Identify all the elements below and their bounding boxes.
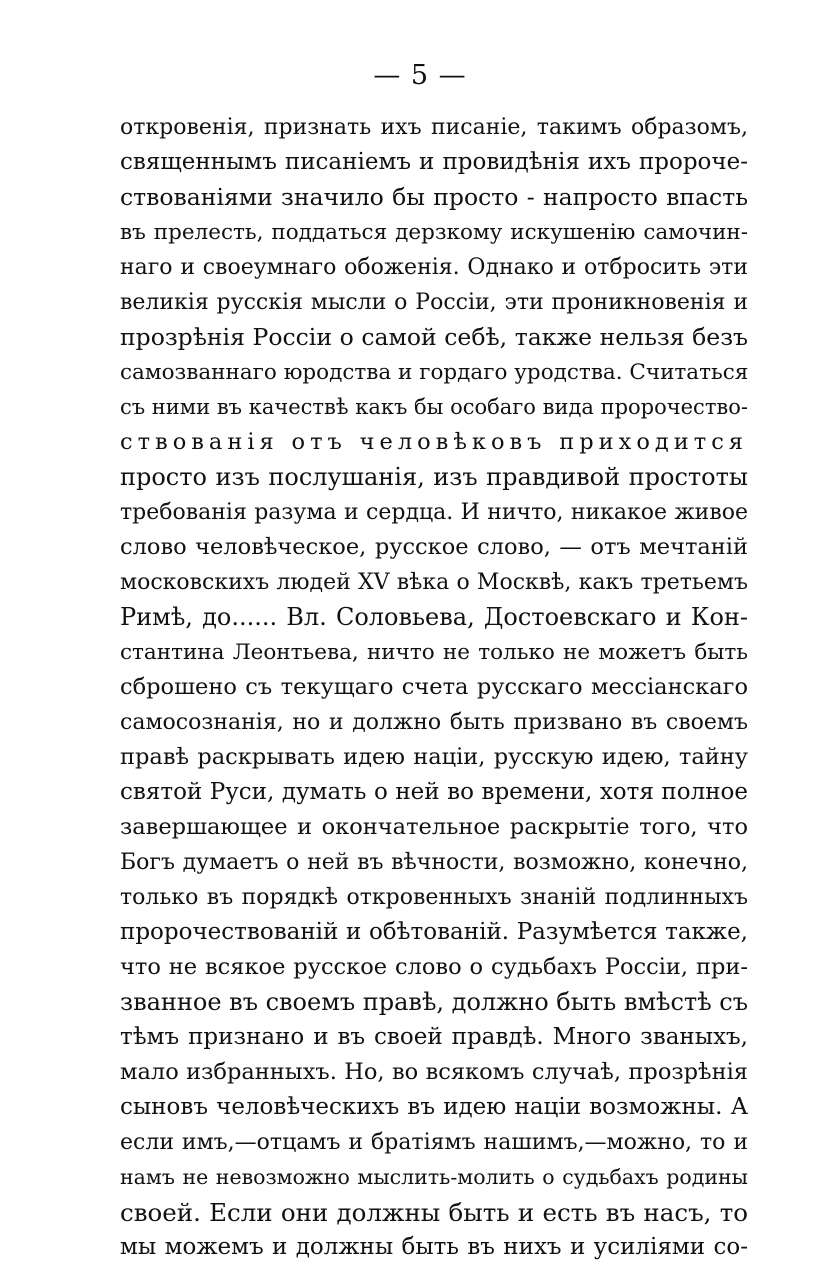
text-line: самосознанія, но и должно быть призвано въ своемъ bbox=[120, 710, 748, 735]
text-line: тѣмъ признано и въ своей правдѣ. Много званыхъ, bbox=[120, 1024, 748, 1050]
text-line: если имъ,—отцамъ и братіямъ нашимъ,—можно, то и bbox=[120, 1130, 748, 1155]
text-line: Богъ думаетъ о ней въ вѣчности, возможно, конечно, bbox=[120, 850, 748, 875]
text-line: только въ порядкѣ откровенныхъ знаній подлинныхъ bbox=[120, 885, 748, 910]
text-line: въ прелесть, поддаться дерзкому искушенію самочин- bbox=[120, 220, 748, 245]
text-line: наго и своеумнаго обоженія. Однако и отбросить эти bbox=[120, 255, 748, 280]
text-line: что не всякое русское слово о судьбахъ Россіи, при- bbox=[120, 954, 748, 980]
body-text bbox=[120, 110, 748, 1265]
text-line: ствованія отъ человѣковъ приходится bbox=[120, 429, 748, 455]
text-line: завершающее и окончательное раскрытіе того, что bbox=[120, 814, 748, 840]
text-line: съ ними въ качествѣ какъ бы особаго вида пророчество- bbox=[120, 395, 748, 419]
text-line: просто изъ послушанія, изъ правдивой простоты bbox=[120, 463, 748, 491]
text-line: московскихъ людей XV вѣка о Москвѣ, какъ третьемъ bbox=[120, 570, 748, 595]
text-line: мы можемъ и должны быть въ нихъ и усиліями со- bbox=[120, 1234, 748, 1260]
text-line: святой Руси, думать о ней во времени, хотя полное bbox=[120, 779, 748, 805]
text-line: своей. Если они должны быть и есть въ насъ, то bbox=[120, 1198, 748, 1227]
text-line: правѣ раскрывать идею націи, русскую идею, тайну bbox=[120, 744, 748, 770]
text-line: пророчествованій и обѣтованій. Разумѣется также, bbox=[120, 919, 748, 945]
text-line: священнымъ писаніемъ и провидѣнія ихъ пророче- bbox=[120, 149, 748, 175]
text-line: самозваннаго юродства и гордаго уродства. Считаться bbox=[120, 360, 748, 385]
text-line: требованія разума и сердца. И ничто, никакое живое bbox=[120, 500, 748, 525]
text-line: прозрѣнія Россіи о самой себѣ, также нельзя безъ bbox=[120, 323, 748, 351]
text-line: откровенія, признать ихъ писаніе, такимъ образомъ, bbox=[120, 115, 748, 140]
text-line: великія русскія мысли о Россіи, эти проникновенія и bbox=[120, 290, 748, 315]
text-line: сыновъ человѣческихъ въ идею націи возможны. А bbox=[120, 1094, 748, 1120]
text-line: слово человѣческое, русское слово, — отъ мечтаній bbox=[120, 534, 748, 560]
text-line: ствованіями значило бы просто - напросто впасть bbox=[120, 183, 748, 211]
text-line: намъ не невозможно мыслить-молить о судьбахъ родины bbox=[120, 1165, 748, 1189]
text-line: званное въ своемъ правѣ, должно быть вмѣстѣ съ bbox=[120, 988, 748, 1016]
text-line: Римѣ, до...... Вл. Соловьева, Достоевскаго и Кон- bbox=[120, 603, 748, 631]
text-line: стантина Леонтьева, ничто не только не можетъ быть bbox=[120, 640, 748, 665]
page-number: — 5 — bbox=[373, 60, 467, 91]
text-line: мало избранныхъ. Но, во всякомъ случаѣ, прозрѣнія bbox=[120, 1059, 748, 1085]
text-line: сброшено съ текущаго счета русскаго мессіанскаго bbox=[120, 674, 748, 700]
